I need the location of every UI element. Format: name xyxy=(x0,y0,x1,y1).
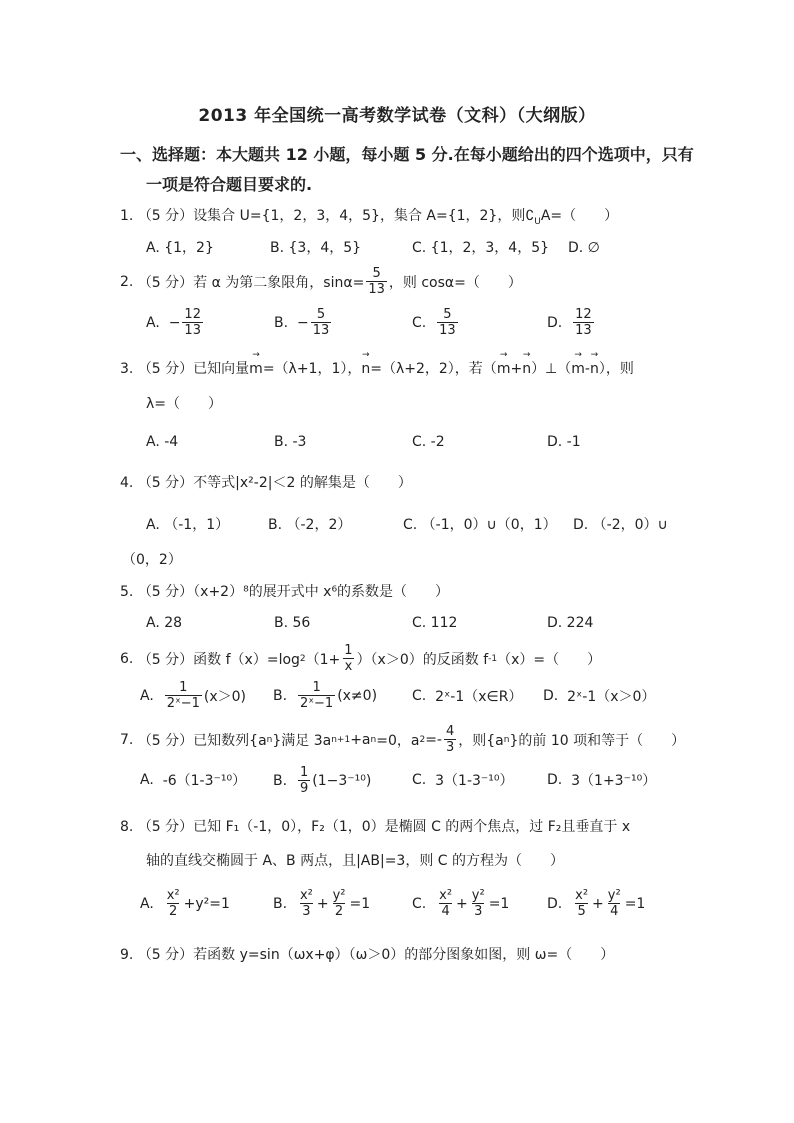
question-number: 5. xyxy=(120,584,134,600)
fraction-numerator: y² xyxy=(607,888,621,903)
question-text-end: ，则 cosα=（ ） xyxy=(388,274,522,291)
choice-b xyxy=(273,888,370,919)
fraction-denominator: 13 xyxy=(312,323,330,338)
choice-label: C. xyxy=(412,895,427,912)
choice-b: B. -3 xyxy=(274,434,307,450)
log-base: 2 xyxy=(299,653,306,664)
fraction-numerator: 5 xyxy=(316,307,326,322)
subscript: n+1 xyxy=(331,734,351,745)
choice-condition: (x≠0) xyxy=(337,687,378,704)
perp-text: ）⊥（ xyxy=(531,361,572,377)
question-text: （5 分）若 α 为第二象限角，sinα= xyxy=(137,274,365,291)
fraction-numerator: 1 xyxy=(179,680,188,695)
fraction-denominator: x xyxy=(344,659,353,674)
question-text: （5 分）设集合 U={1，2，3，4，5}，集合 A={1，2}，则∁ xyxy=(137,208,535,224)
vector-n-value: =（λ+2，2），若（ xyxy=(370,361,497,377)
choice-d: D. -1 xyxy=(547,434,581,450)
choice-label: A. xyxy=(140,687,154,704)
choice-text: 2ˣ-1（x∈R） xyxy=(435,689,523,705)
choice-a xyxy=(140,770,246,790)
question-number: 8. xyxy=(120,819,134,835)
fraction-numerator: 1 xyxy=(299,765,309,780)
fraction-denominator: 2ˣ−1 xyxy=(166,696,200,711)
subscript: n xyxy=(370,734,377,745)
choice-fraction xyxy=(470,888,487,919)
choice-sign: − xyxy=(296,314,309,331)
question-3 xyxy=(120,359,634,379)
choice-condition: (x＞0) xyxy=(203,688,247,705)
choice-label: D. xyxy=(547,895,563,912)
question-text-part: +a xyxy=(350,731,371,748)
choice-fraction xyxy=(573,888,590,919)
vector-n: → n xyxy=(522,359,531,379)
fraction-denominator: 2ˣ−1 xyxy=(299,696,334,711)
question-number: 6. xyxy=(120,650,134,667)
choice-b: B. {3，4，5} xyxy=(270,240,362,256)
question-3-line2: λ=（ ） xyxy=(146,396,223,412)
fraction-numerator: y² xyxy=(471,888,485,903)
choice-label: B. xyxy=(273,895,288,912)
choice-a xyxy=(140,680,246,711)
choice-sign: − xyxy=(168,314,181,331)
fraction-denominator: 2 xyxy=(169,904,178,919)
choice-label: C. xyxy=(412,772,427,788)
choice-c: C. （-1，0）∪（0，1） xyxy=(403,517,557,533)
choice-label: A. xyxy=(140,895,154,912)
question-2 xyxy=(120,266,522,297)
question-text-end: }的前 10 项和等于（ ） xyxy=(509,732,686,749)
fraction-numerator: 4 xyxy=(445,724,455,739)
choice-c xyxy=(412,307,460,338)
choice-c xyxy=(412,770,514,790)
choice-fraction xyxy=(298,765,310,796)
choice-label: C. xyxy=(412,314,427,331)
choice-d xyxy=(543,686,655,706)
vector-n: → n xyxy=(361,359,370,379)
choice-d xyxy=(547,307,596,338)
choice-text: -6（1-3⁻¹⁰） xyxy=(162,773,247,789)
choice-d: D. 224 xyxy=(547,615,594,631)
question-text-end: A=（ ） xyxy=(540,208,619,224)
question-number: 7. xyxy=(120,731,134,748)
fraction-numerator: y² xyxy=(332,888,346,903)
choice-label: B. xyxy=(273,687,288,704)
vector-m: → m xyxy=(497,359,511,379)
choice-a: A. -4 xyxy=(146,434,179,450)
vector-n: → n xyxy=(590,359,599,379)
vector-m-value: =（λ+1，1）， xyxy=(262,361,362,377)
plus-sign: + xyxy=(316,895,329,912)
fraction-denominator: 9 xyxy=(299,781,309,796)
choice-expression: +y²=1 xyxy=(183,895,230,912)
choice-c xyxy=(412,686,522,706)
choice-d: D. （-2，0）∪ xyxy=(573,517,668,533)
question-8-line2: 轴的直线交椭圆于 A、B 两点，且|AB|=3，则 C 的方程为（ ） xyxy=(146,853,565,869)
question-number: 4. xyxy=(120,475,134,491)
question-text-part: =0，a xyxy=(376,732,420,749)
inverse-superscript: -1 xyxy=(488,653,498,664)
fraction-denominator: 13 xyxy=(575,323,592,338)
question-text: （5 分）不等式|x²-2|＜2 的解集是（ ） xyxy=(137,475,412,491)
minus-sign: - xyxy=(584,361,590,377)
fraction-denominator: 4 xyxy=(441,904,450,919)
choice-d: D. ∅ xyxy=(568,240,600,256)
choice-c xyxy=(412,888,509,919)
fraction-denominator: 13 xyxy=(368,282,385,297)
fraction-numerator: x² xyxy=(575,888,589,903)
subscript: n xyxy=(503,734,510,745)
fraction-sin-value xyxy=(366,266,387,297)
fraction-numerator: 1 xyxy=(344,643,353,658)
fraction-four-thirds xyxy=(444,724,456,755)
choice-fraction xyxy=(165,680,202,711)
fraction-denominator: 13 xyxy=(184,323,201,338)
question-text: （5 分）函数 f（x）=log xyxy=(137,651,300,668)
question-8 xyxy=(120,817,630,837)
choice-d xyxy=(547,888,645,919)
choice-text: 3（1+3⁻¹⁰） xyxy=(571,773,657,789)
choice-fraction xyxy=(298,680,335,711)
fraction-numerator: x² xyxy=(299,888,313,903)
equals-one: =1 xyxy=(349,895,371,912)
question-text-part: ）（x＞0）的反函数 f xyxy=(356,651,489,668)
choice-b xyxy=(273,680,377,711)
choice-b xyxy=(274,307,333,338)
choice-fraction xyxy=(437,888,454,919)
question-4 xyxy=(120,473,412,493)
question-text-end: ），则 xyxy=(598,361,634,377)
plus-sign: + xyxy=(510,361,523,377)
fraction-numerator: 1 xyxy=(312,680,321,695)
choice-label: A. xyxy=(146,314,160,331)
fraction-numerator: 5 xyxy=(443,307,452,322)
complement-subscript: U xyxy=(534,216,541,227)
plus-sign: + xyxy=(592,895,604,912)
fraction-denominator: 13 xyxy=(439,323,456,338)
choice-label: A. xyxy=(140,772,154,788)
choice-fraction xyxy=(165,888,182,919)
question-9 xyxy=(120,945,614,965)
choice-b: B. 56 xyxy=(274,615,311,631)
choice-c: C. {1，2，3，4，5} xyxy=(412,240,550,256)
vector-m: → m xyxy=(571,359,585,379)
question-text: （5 分）已知 F₁（-1，0），F₂（1，0）是椭圆 C 的两个焦点，过 F₂且垂直于 x xyxy=(137,819,631,835)
question-6 xyxy=(120,643,601,674)
choice-fraction xyxy=(298,888,315,919)
choice-a xyxy=(146,307,205,338)
equals-one: =1 xyxy=(624,895,646,912)
fraction-denominator: 5 xyxy=(577,904,586,919)
question-number: 3. xyxy=(120,361,134,377)
question-text-part: }满足 3a xyxy=(272,732,332,749)
fraction-denominator: 4 xyxy=(610,904,619,919)
fraction-one-over-x xyxy=(342,643,354,674)
question-1 xyxy=(120,206,618,232)
fraction-numerator: x² xyxy=(439,888,453,903)
choice-b: B. （-2，2） xyxy=(268,517,352,533)
question-7 xyxy=(120,724,685,755)
question-text-end: （x）=（ ） xyxy=(497,651,602,668)
question-text: （5 分）已知向量 xyxy=(137,361,250,377)
choice-c: C. -2 xyxy=(412,434,445,450)
fraction-denominator: 3 xyxy=(302,904,311,919)
question-number: 2. xyxy=(120,273,134,290)
choice-text: 3（1-3⁻¹⁰） xyxy=(435,773,514,789)
page-title: 2013 年全国统一高考数学试卷（文科）（大纲版） xyxy=(198,106,596,126)
choice-fraction xyxy=(331,888,348,919)
choice-label: D. xyxy=(547,314,563,331)
fraction-denominator: 3 xyxy=(445,740,455,755)
choice-label: B. xyxy=(274,314,289,331)
choice-expression: (1−3⁻¹⁰) xyxy=(312,772,372,789)
equals-one: =1 xyxy=(488,895,510,912)
choice-b xyxy=(273,765,371,796)
choice-text: 2ˣ-1（x＞0） xyxy=(567,689,656,705)
choice-fraction xyxy=(311,307,332,338)
choice-a: A. （-1，1） xyxy=(146,517,230,533)
question-text: （5 分）已知数列{a xyxy=(137,732,267,749)
question-text-part: ，则{a xyxy=(458,732,504,749)
question-text: （5 分）（x+2）⁸的展开式中 x⁶的系数是（ ） xyxy=(137,584,450,600)
fraction-numerator: 5 xyxy=(372,266,381,281)
choice-fraction xyxy=(573,307,594,338)
choice-fraction xyxy=(437,307,458,338)
vector-m: → m xyxy=(249,359,263,379)
fraction-denominator: 2 xyxy=(334,904,344,919)
choice-c: C. 112 xyxy=(412,615,458,631)
question-5 xyxy=(120,582,449,602)
question-text-part: （1+ xyxy=(305,651,341,668)
choice-a xyxy=(140,888,230,919)
section-heading-line1: 一、选择题：本大题共 12 小题，每小题 5 分.在每小题给出的四个选项中，只有 xyxy=(120,145,694,164)
choice-fraction xyxy=(182,307,203,338)
choice-label: D. xyxy=(543,688,559,704)
question-number: 9. xyxy=(120,947,134,963)
question-number: 1. xyxy=(120,208,134,224)
choice-d xyxy=(547,770,656,790)
subscript: 2 xyxy=(419,734,426,745)
subscript: n xyxy=(266,734,273,745)
choice-label: C. xyxy=(412,688,427,704)
fraction-numerator: 12 xyxy=(575,307,592,322)
choice-d-continued: （0，2） xyxy=(122,552,182,568)
fraction-denominator: 3 xyxy=(474,904,483,919)
section-heading-line2: 一项是符合题目要求的. xyxy=(146,175,313,194)
fraction-numerator: x² xyxy=(166,888,180,903)
choice-a: A. {1，2} xyxy=(146,240,214,256)
fraction-numerator: 12 xyxy=(184,307,201,322)
choice-label: B. xyxy=(273,772,288,789)
choice-a: A. 28 xyxy=(146,615,183,631)
plus-sign: + xyxy=(456,895,468,912)
choice-label: D. xyxy=(547,772,563,788)
choice-fraction xyxy=(606,888,623,919)
question-text-part: =- xyxy=(425,731,442,748)
question-text: （5 分）若函数 y=sin（ωx+φ）（ω＞0）的部分图象如图，则 ω=（ ） xyxy=(137,947,615,963)
